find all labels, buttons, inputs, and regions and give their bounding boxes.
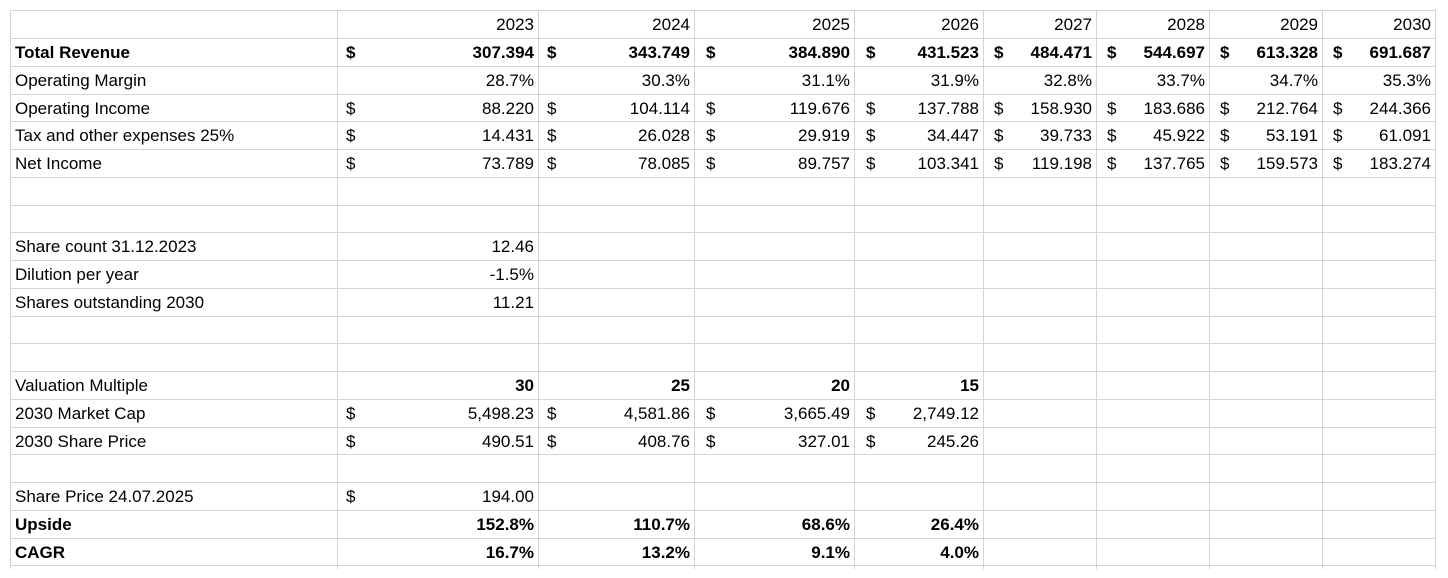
year-header: 2027 [1054, 15, 1092, 34]
dollar-sign: $ [866, 154, 876, 173]
row-label: Share Price 24.07.2025 [15, 487, 194, 506]
total-revenue-row [0, 39, 1448, 66]
cell-value: 183.686 [1143, 99, 1205, 118]
dollar-sign: $ [994, 99, 1004, 118]
row-label: Operating Income [15, 99, 151, 118]
dollar-sign: $ [866, 43, 876, 62]
cell-value: 45.922 [1153, 126, 1205, 145]
cell-value: 2,749.12 [912, 404, 979, 423]
grid-line [10, 205, 1435, 206]
row-label: CAGR [15, 543, 66, 562]
cell-value: 26.4% [930, 515, 979, 534]
cell-value: 327.01 [798, 432, 850, 451]
cell-value: 158.930 [1030, 99, 1092, 118]
cell-value: 53.191 [1266, 126, 1318, 145]
cell-value: -1.5% [489, 265, 534, 284]
dollar-sign: $ [547, 126, 557, 145]
cell-value: 15 [960, 376, 979, 395]
operating-margin-row [0, 67, 1448, 94]
current-share-price-row [0, 483, 1448, 510]
market-cap-row [0, 400, 1448, 427]
cell-value: 244.366 [1369, 99, 1431, 118]
cell-value: 34.7% [1269, 71, 1318, 90]
dollar-sign: $ [1333, 126, 1343, 145]
row-label: Upside [15, 515, 72, 534]
row-label: Dilution per year [15, 265, 139, 284]
cell-value: 384.890 [788, 43, 850, 62]
dollar-sign: $ [547, 99, 557, 118]
dollar-sign: $ [866, 432, 876, 451]
dollar-sign: $ [994, 126, 1004, 145]
grid-line [10, 343, 1435, 344]
cell-value: 31.9% [930, 71, 979, 90]
dollar-sign: $ [706, 99, 716, 118]
cell-value: 26.028 [638, 126, 690, 145]
dollar-sign: $ [547, 404, 557, 423]
year-header: 2025 [812, 15, 850, 34]
cell-value: 119.198 [1031, 154, 1092, 173]
dollar-sign: $ [1107, 126, 1117, 145]
cell-value: 88.220 [482, 99, 534, 118]
cell-value: 61.091 [1379, 126, 1431, 145]
cell-value: 691.687 [1369, 43, 1431, 62]
cell-value: 31.1% [801, 71, 850, 90]
cagr-row [0, 539, 1448, 566]
year-header: 2030 [1393, 15, 1431, 34]
share-price-2030-row [0, 428, 1448, 455]
row-label: Share count 31.12.2023 [15, 237, 197, 256]
cell-value: 20 [831, 376, 850, 395]
cell-value: 343.749 [628, 43, 690, 62]
dollar-sign: $ [706, 126, 716, 145]
cell-value: 212.764 [1256, 99, 1318, 118]
shares-outstanding-row [0, 289, 1448, 316]
cell-value: 431.523 [917, 43, 979, 62]
cell-value: 73.789 [482, 154, 534, 173]
dilution-row [0, 261, 1448, 288]
cell-value: 307.394 [472, 43, 534, 62]
dollar-sign: $ [547, 432, 557, 451]
year-header: 2026 [941, 15, 979, 34]
cell-value: 183.274 [1369, 154, 1431, 173]
dollar-sign: $ [706, 43, 716, 62]
dollar-sign: $ [1107, 154, 1117, 173]
dollar-sign: $ [1220, 154, 1230, 173]
cell-value: 39.733 [1040, 126, 1092, 145]
year-header: 2023 [496, 15, 534, 34]
row-label: 2030 Market Cap [15, 404, 146, 423]
cell-value: 3,665.49 [783, 404, 850, 423]
tax-row [0, 122, 1448, 149]
dollar-sign: $ [547, 154, 557, 173]
cell-value: 25 [671, 376, 690, 395]
cell-value: 544.697 [1143, 43, 1205, 62]
cell-value: 152.8% [476, 515, 534, 534]
cell-value: 137.788 [917, 99, 979, 118]
cell-value: 12.46 [491, 237, 534, 256]
dollar-sign: $ [1107, 99, 1117, 118]
cell-value: 104.114 [629, 99, 690, 118]
cell-value: 110.7% [633, 515, 690, 534]
cell-value: 11.21 [492, 293, 534, 312]
cell-value: 194.00 [482, 487, 534, 506]
dollar-sign: $ [706, 432, 716, 451]
cell-value: 5,498.23 [467, 404, 534, 423]
dollar-sign: $ [547, 43, 557, 62]
grid-line [10, 316, 1435, 317]
row-label: Valuation Multiple [15, 376, 148, 395]
cell-value: 159.573 [1256, 154, 1318, 173]
dollar-sign: $ [1220, 43, 1230, 62]
dollar-sign: $ [866, 99, 876, 118]
cell-value: 490.51 [482, 432, 534, 451]
cell-value: 14.431 [482, 126, 534, 145]
valuation-multiple-row [0, 372, 1448, 399]
dollar-sign: $ [706, 154, 716, 173]
header-row [0, 11, 1448, 38]
dollar-sign: $ [994, 43, 1004, 62]
cell-value: 4.0% [940, 543, 979, 562]
dollar-sign: $ [1107, 43, 1117, 62]
dollar-sign: $ [866, 126, 876, 145]
cell-value: 245.26 [927, 432, 979, 451]
cell-value: 119.676 [789, 99, 850, 118]
cell-value: 28.7% [485, 71, 534, 90]
cell-value: 29.919 [798, 126, 850, 145]
cell-value: 103.341 [917, 154, 979, 173]
cell-value: 89.757 [798, 154, 850, 173]
cell-value: 4,581.86 [623, 404, 690, 423]
dollar-sign: $ [346, 487, 356, 506]
cell-value: 32.8% [1043, 71, 1092, 90]
cell-value: 30 [515, 376, 534, 395]
dollar-sign: $ [1333, 43, 1343, 62]
cell-value: 35.3% [1382, 71, 1431, 90]
row-label: Shares outstanding 2030 [15, 293, 205, 312]
cell-value: 137.765 [1143, 154, 1205, 173]
cell-value: 30.3% [641, 71, 690, 90]
dollar-sign: $ [346, 43, 356, 62]
dollar-sign: $ [1333, 99, 1343, 118]
year-header: 2028 [1167, 15, 1205, 34]
upside-row [0, 511, 1448, 538]
row-label: Operating Margin [15, 71, 147, 90]
year-header: 2029 [1280, 15, 1318, 34]
row-label: Tax and other expenses 25% [15, 126, 235, 145]
net-income-row [0, 150, 1448, 177]
cell-value: 33.7% [1156, 71, 1205, 90]
dollar-sign: $ [346, 99, 356, 118]
dollar-sign: $ [346, 154, 356, 173]
row-label: Total Revenue [15, 43, 130, 62]
dollar-sign: $ [866, 404, 876, 423]
cell-value: 484.471 [1030, 43, 1092, 62]
row-label: Net Income [15, 154, 102, 173]
row-label: 2030 Share Price [15, 432, 147, 451]
cell-value: 78.085 [638, 154, 690, 173]
dollar-sign: $ [1333, 154, 1343, 173]
dollar-sign: $ [346, 404, 356, 423]
dollar-sign: $ [1220, 126, 1230, 145]
cell-value: 13.2% [641, 543, 690, 562]
dollar-sign: $ [994, 154, 1004, 173]
year-header: 2024 [652, 15, 690, 34]
cell-value: 9.1% [811, 543, 850, 562]
dollar-sign: $ [1220, 99, 1230, 118]
cell-value: 16.7% [485, 543, 534, 562]
cell-value: 34.447 [927, 126, 979, 145]
share-count-row [0, 233, 1448, 260]
cell-value: 68.6% [801, 515, 850, 534]
cell-value: 408.76 [638, 432, 690, 451]
dollar-sign: $ [346, 432, 356, 451]
dollar-sign: $ [706, 404, 716, 423]
dollar-sign: $ [346, 126, 356, 145]
cell-value: 613.328 [1256, 43, 1318, 62]
grid-line [10, 177, 1435, 178]
operating-income-row [0, 95, 1448, 122]
